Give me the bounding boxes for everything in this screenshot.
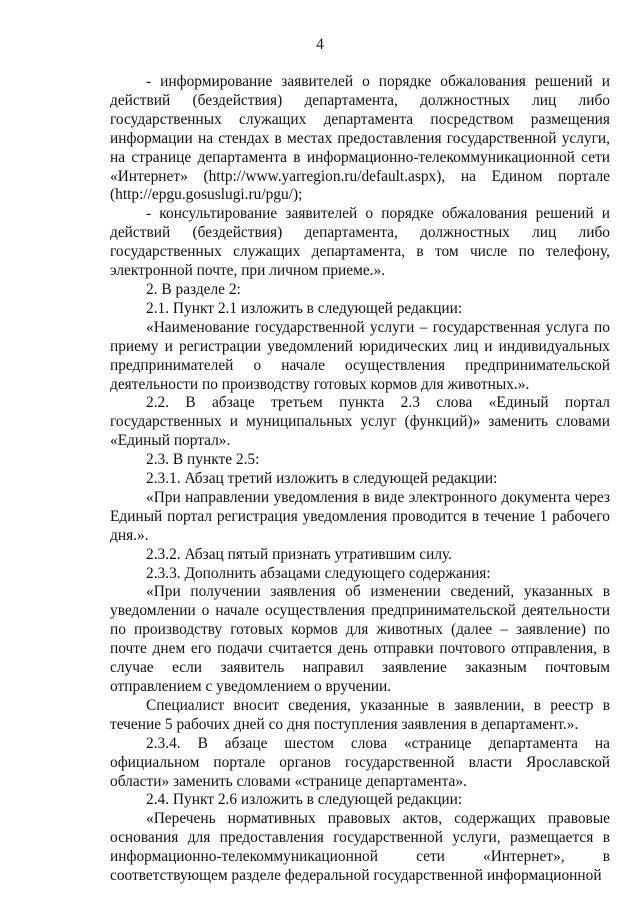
document-body [110,73,610,886]
paragraph-7: 2.3. В пункте 2.5: [146,451,260,469]
paragraph-14: 2.3.4. В абзаце шестом слова «странице департамента на официальном портале органов государственной власти Ярославской области» заменить словами «странице департамента». [110,734,610,790]
paragraph-3: 2. В разделе 2: [146,280,241,298]
paragraph-13: Специалист вносит сведения, указанные в заявлении, в реестр в течение 5 рабочих дней со дня поступления заявления в департамент.». [110,696,610,733]
paragraph-1: - информирование заявителей о порядке обжалования решений и действий (бездействия) департамента, должностных лиц либо государственных служащих департамента посредством размещения информации на стендах в местах предоставления государственной услуги, на странице департамента в информационно-телекоммуникационной сети «Интернет» (http://www.yarregion.ru/default.aspx), на Едином портале (http://epgu.gosuslugi.ru/pgu/); [110,73,610,204]
page-number: 4 [316,36,324,53]
paragraph-4: 2.1. Пункт 2.1 изложить в следующей редакции: [146,299,463,317]
paragraph-6: 2.2. В абзаце третьем пункта 2.3 слова «Единый портал государственных и муниципальных услуг (функций)» заменить словами «Единый портал». [110,394,610,450]
paragraph-12: «При получении заявления об изменении сведений, указанных в уведомлении о начале осуществления предпринимательской деятельности по производству готовых кормов для животных (далее – заявление) по почте днем его подачи считается день отправки почтового отправления, в случае если заявитель направил заявление заказным почтовым отправлением с уведомлением о вручении. [110,583,610,695]
paragraph-10: 2.3.2. Абзац пятый признать утратившим силу. [146,545,452,563]
paragraph-9: «При направлении уведомления в виде электронного документа через Единый портал регистрация уведомления проводится в течение 1 рабочего дня.». [110,488,610,544]
paragraph-5: «Наименование государственной услуги – государственная услуга по приему и регистрации уведомлений юридических лиц и индивидуальных предпринимателей о начале осуществления предпринимательской деятельности по производству готовых кормов для животных.». [110,318,610,393]
paragraph-16: «Перечень нормативных правовых актов, содержащих правовые основания для предоставления государственной услуги, размещается в информационно-телекоммуникационной сети «Интернет», в соответствующем разделе федеральной государственной информационной [110,810,610,885]
paragraph-2: - консультирование заявителей о порядке обжалования решений и действий (бездействия) департамента, должностных лиц либо государственных служащих департамента, в том числе по телефону, электронной почте, при личном приеме.». [110,205,610,280]
paragraph-8: 2.3.1. Абзац третий изложить в следующей редакции: [146,470,498,488]
paragraph-11: 2.3.3. Дополнить абзацами следующего содержания: [146,564,491,582]
paragraph-15: 2.4. Пункт 2.6 изложить в следующей редакции: [146,791,463,809]
